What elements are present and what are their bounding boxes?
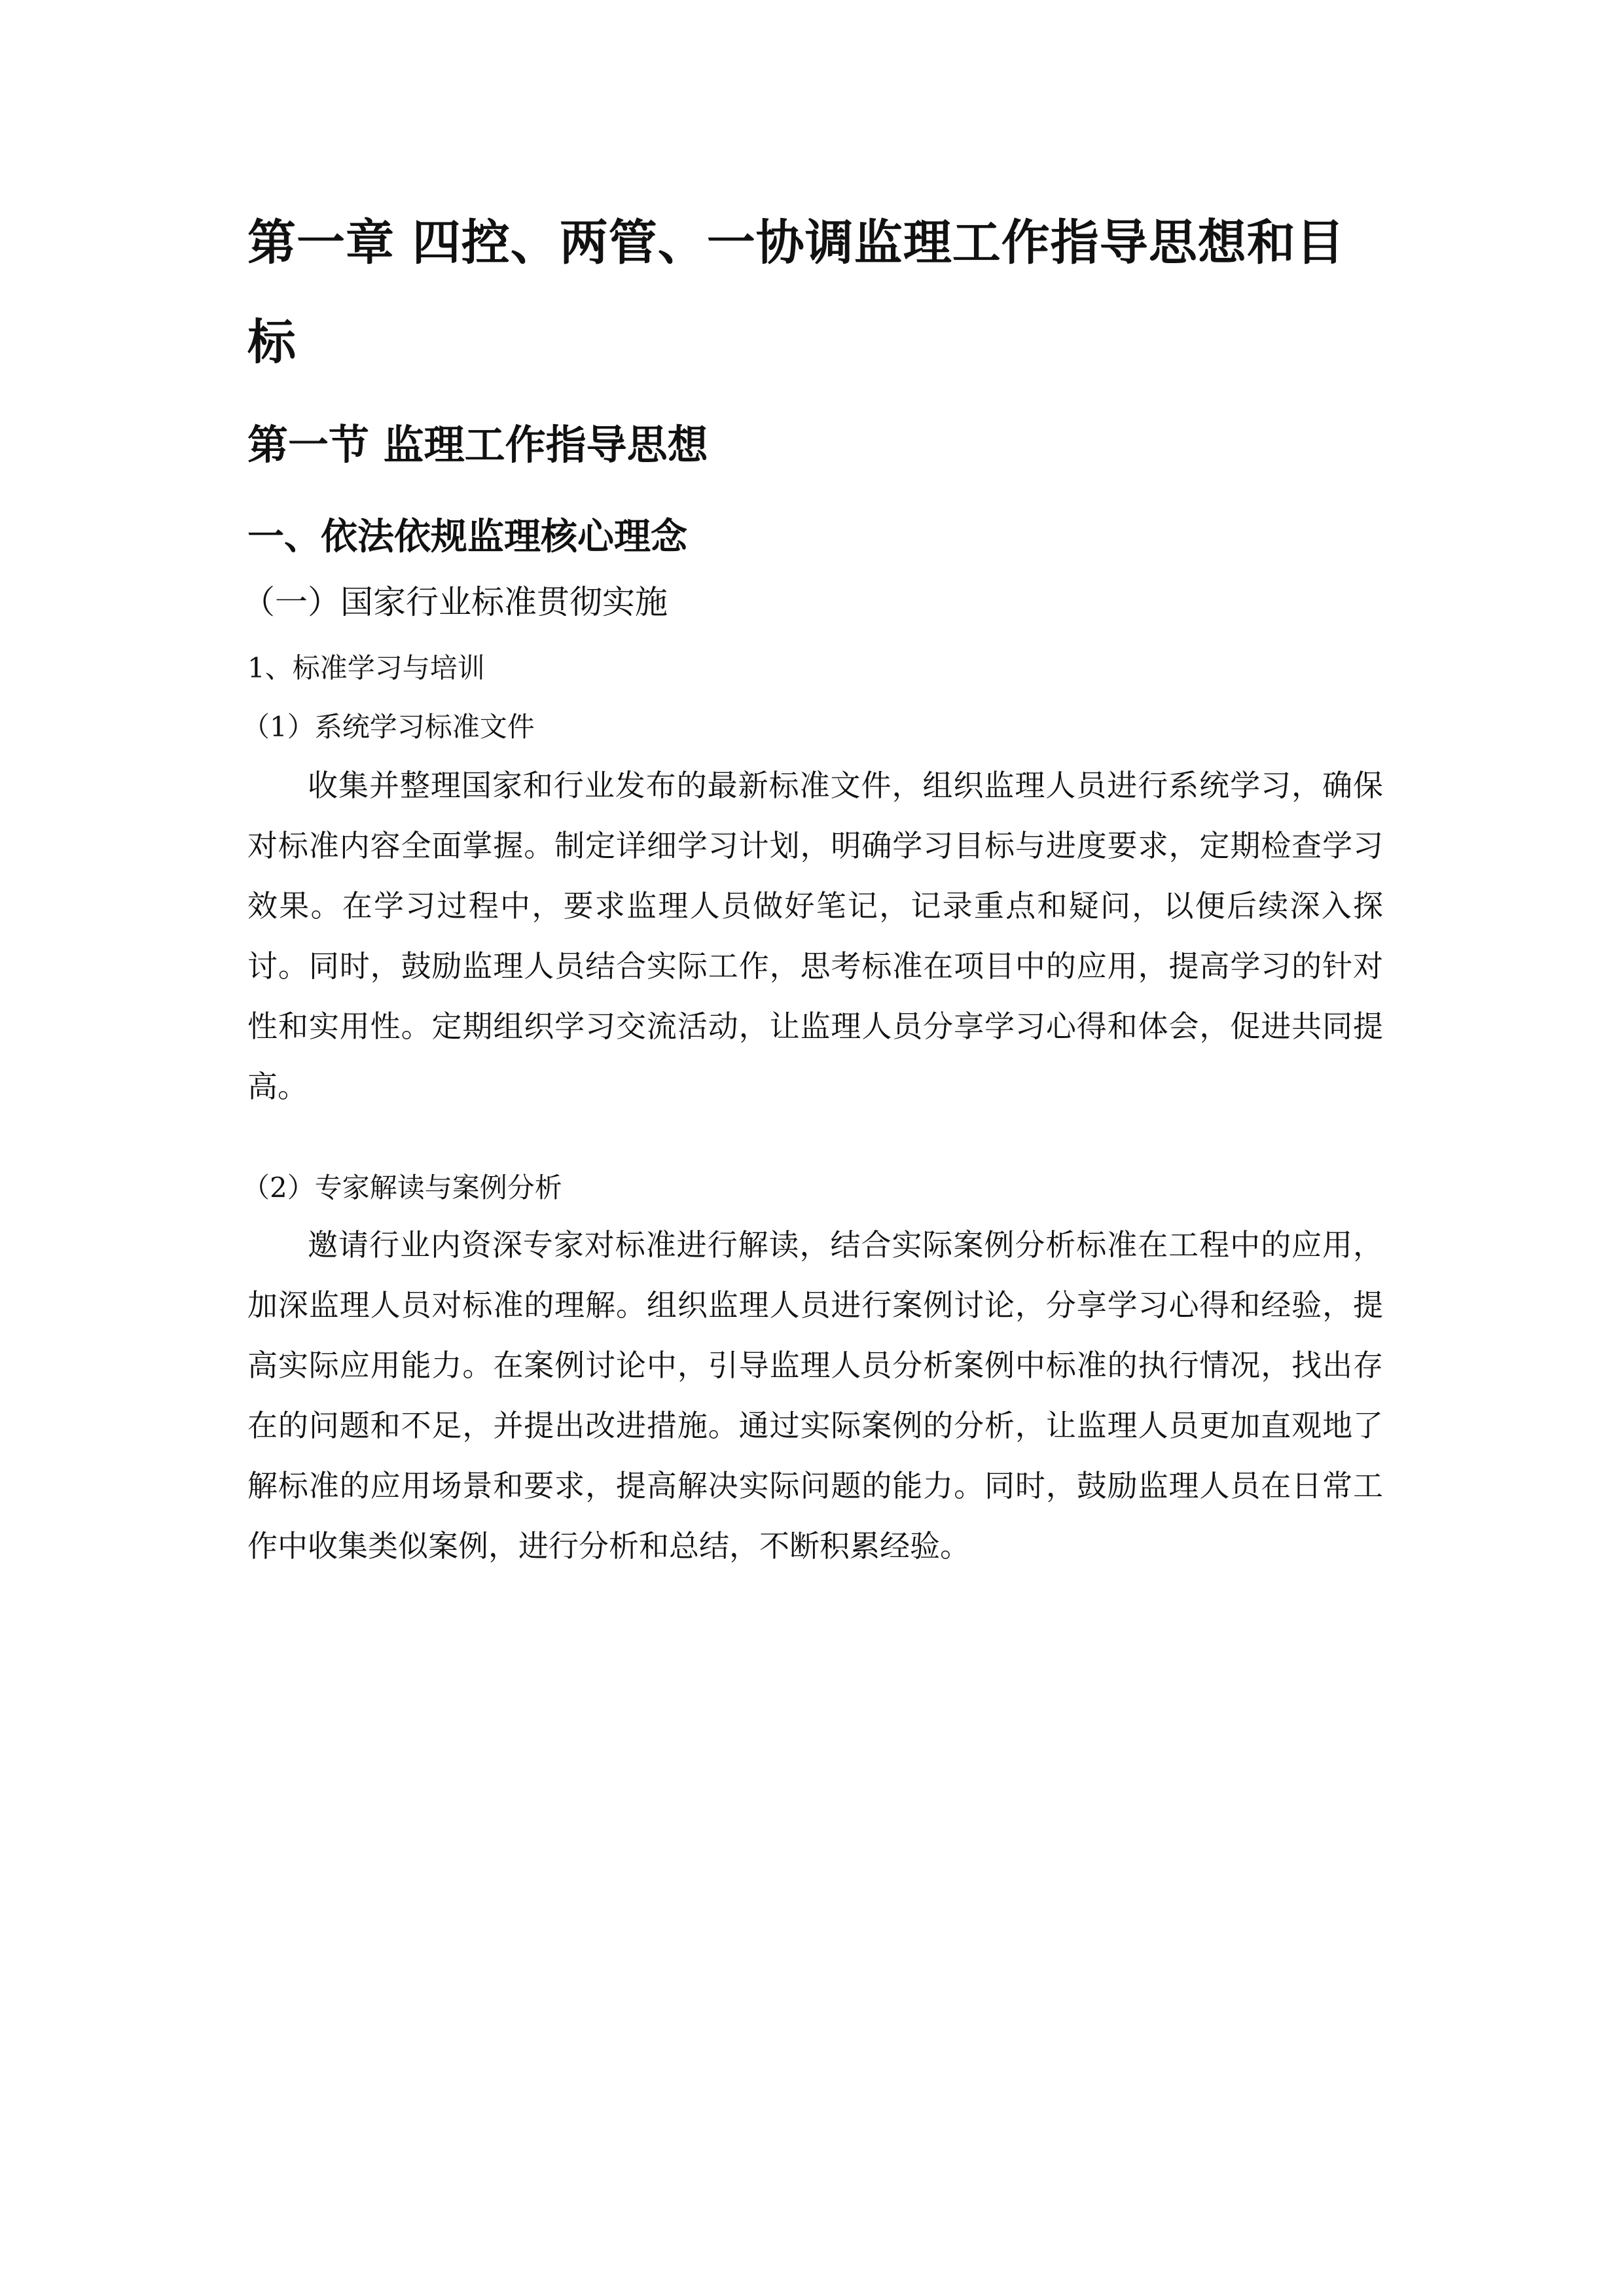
point-1-title: （1）系统学习标准文件 — [242, 711, 535, 743]
chapter-title-line-1: 第一章 四控、两管、一协调监理工作指导思想和目 — [247, 215, 1345, 271]
item-title: 1、标准学习与培训 — [247, 652, 485, 684]
subsubsection-title: （一）国家行业标准贯彻实施 — [242, 583, 668, 621]
point-1-body: 收集并整理国家和行业发布的最新标准文件，组织监理人员进行系统学习，确保对标准内容全面掌握。制定详细学习计划，明确学习目标与进度要求，定期检查学习效果。在学习过程中，要求监理人员做好笔记，记录重点和疑问，以便后续深入探讨。同时，鼓励监理人员结合实际工作，思考标准在项目中的应用，提高学习的针对性和实用性。定期组织学习交流活动，让监理人员分享学习心得和体会，促进共同提高。 — [247, 768, 1383, 1104]
subsection-title: 一、依法依规监理核心理念 — [247, 516, 687, 558]
point-2-title: （2）专家解读与案例分析 — [242, 1172, 562, 1204]
point-2-body: 邀请行业内资深专家对标准进行解读，结合实际案例分析标准在工程中的应用，加深监理人员对标准的理解。组织监理人员进行案例讨论，分享学习心得和经验，提高实际应用能力。在案例讨论中，引导监理人员分析案例中标准的执行情况，找出存在的问题和不足，并提出改进措施。通过实际案例的分析，让监理人员更加直观地了解标准的应用场景和要求，提高解决实际问题的能力。同时，鼓励监理人员在日常工作中收集类似案例，进行分析和总结，不断积累经验。 — [247, 1227, 1383, 1564]
chapter-title-line-2: 标 — [247, 314, 297, 370]
section-title: 第一节 监理工作指导思想 — [247, 421, 708, 469]
